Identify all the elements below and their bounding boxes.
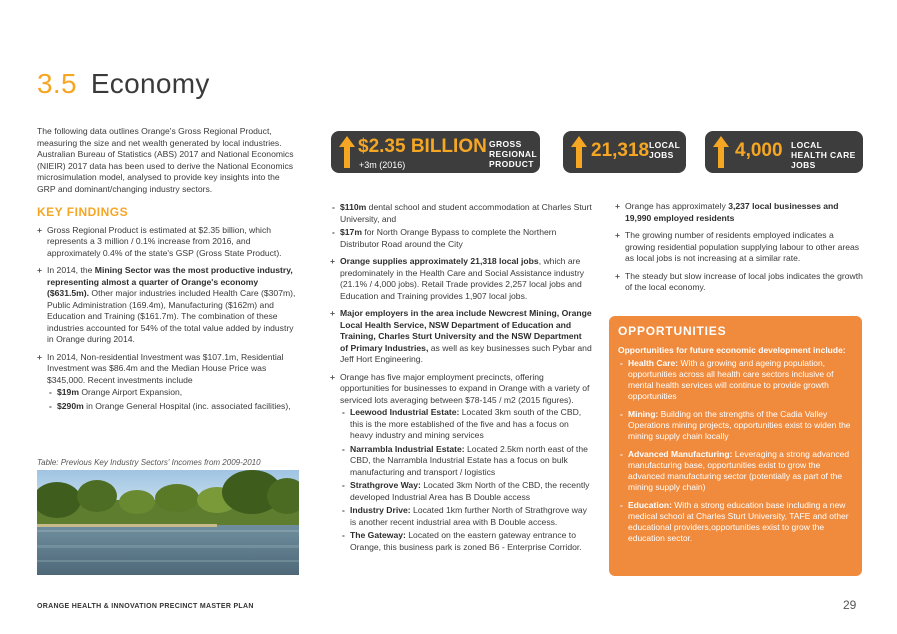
list-item: + Orange has five major employment precincts, offering opportunities for businesses to expand in Orange with a variety of serviced lots averaging between $78-145 / m2 (2015 figures). - Leewood Industrial Estate: Located 3km south of the CBD, this is the more established of the five and has a focus on heavy industry and mining services - Narrambla Industrial Estate: Located 2.5km north east of the CBD, the Narrambla Industrial Estate has a focus on bulk manufacturing and transport / logistics - Strathgrove Way: Located 3km North of the CBD, the recently developed Industrial Area has B Double access - Industry Drive: Located 1km further North of Strathgrove way is another recent industrial area with B Double access. - The Gateway: Located on the eastern gateway entrance to Orange, this business park is zoned B6 - Enterprise Corridor. bbox=[330, 372, 592, 554]
gdp-sub: +3m (2016) bbox=[359, 160, 406, 170]
employment-list bbox=[330, 256, 592, 553]
key-findings-list bbox=[37, 225, 299, 413]
list-item: - Advanced Manufacturing: Leveraging a strong advanced manufacturing base, opportunities exist to grow the advanced manufacturing sector (potentially as part of the mining supply chain) bbox=[618, 449, 853, 493]
opportunities-list bbox=[618, 358, 853, 544]
list-item: + In 2014, the Mining Sector was the most productive industry, representing almost a quarter of Orange's economy ($631.5m). Other major industries included Health Care ($307m), Public Administration (169.4m), Manufacturing ($162m) and Education and Training ($161.7m). The combination of these industries accounted for 54% of the total value added by industry in Orange during 2014. bbox=[37, 265, 299, 346]
investments-continued bbox=[330, 202, 592, 250]
middle-column bbox=[330, 201, 592, 559]
list-item: - Strathgrove Way: Located 3km North of the CBD, the recently developed Industrial Area has B Double access bbox=[340, 480, 592, 503]
jobs-label: LOCAL JOBS bbox=[649, 140, 681, 160]
list-item: - Leewood Industrial Estate: Located 3km south of the CBD, this is the more established of the five and has a focus on heavy industry and mining services bbox=[340, 407, 592, 442]
list-item: + The growing number of residents employed indicates a growing residential population supplying labour to other areas as local jobs is not increasing at a similar rate. bbox=[615, 230, 863, 265]
list-item: - $17m for North Orange Bypass to complete the Northern Distributor Road around the City bbox=[330, 227, 592, 250]
list-item: + Gross Regional Product is estimated at $2.35 billion, which represents a 3 million / 0.1% increase from 2016, and approximately 0.4% of the state's GSP (Gross State Product). bbox=[37, 225, 299, 260]
investments-sublist bbox=[47, 387, 299, 412]
list-item: + In 2014, Non-residential Investment was $107.1m, Residential Investment was $86.4m and the Median House Price was $345,000. Recent investments include - $19m Orange Airport Expansion, - $290m in Orange General Hospital (inc. associated facilities), bbox=[37, 352, 299, 413]
intro-paragraph: The following data outlines Orange's Gross Regional Product, measuring the size and net wealth generated by local industries. Australian Bureau of Statistics (ABS) 2017 and National Economics (NIEIR) 2017 data has been used to derive the National Economics microsimulation model, analysed to provide key insights into the GRP and dominant/changing industry sectors. bbox=[37, 126, 294, 194]
list-item: + The steady but slow increase of local jobs indicates the growth of the local economy. bbox=[615, 271, 863, 294]
stat-gross-regional-product bbox=[331, 131, 540, 173]
stat-health-care-jobs bbox=[705, 131, 863, 173]
list-item: + Orange supplies approximately 21,318 local jobs, which are predominately in the Health Care and Social Assistance industry (21.1% / 4,000 jobs). Retail Trade provides 2,257 local jobs and Education and Training provides 1,907 local jobs. bbox=[330, 256, 592, 302]
page-title bbox=[37, 68, 210, 100]
section-number: 3.5 bbox=[37, 68, 77, 99]
opportunities-heading: OPPORTUNITIES bbox=[618, 324, 727, 338]
arrow-up-icon bbox=[339, 136, 355, 168]
precincts-sublist bbox=[340, 407, 592, 553]
opportunities-lead: Opportunities for future economic development include: bbox=[618, 345, 846, 355]
list-item: - Education: With a strong education base including a new medical school at Charles Sturt University, TAFE and other educational providers,opportunities exist to grow the education sector. bbox=[618, 500, 853, 544]
key-findings-heading: KEY FINDINGS bbox=[37, 205, 129, 219]
arrow-up-icon bbox=[571, 136, 587, 168]
landscape-photo-graphic bbox=[37, 470, 299, 575]
list-item: - $290m in Orange General Hospital (inc. associated facilities), bbox=[47, 401, 299, 413]
health-label: LOCAL HEALTH CARE JOBS bbox=[791, 140, 856, 170]
jobs-value: 21,318 bbox=[591, 140, 650, 161]
left-column bbox=[37, 126, 299, 418]
list-item: + Major employers in the area include Newcrest Mining, Orange Local Health Service, NSW Department of Education and Training, Charles Sturt University and the NSW Department of Primary Industries, as well as key businesses such Pybar and Jeff Hort Engineering. bbox=[330, 308, 592, 366]
list-item: - $110m dental school and student accommodation at Charles Sturt University, and bbox=[330, 202, 592, 225]
gdp-label: GROSS REGIONAL PRODUCT bbox=[489, 139, 537, 169]
section-title: Economy bbox=[90, 68, 210, 99]
list-item: - Mining: Building on the strengths of the Cadia Valley Operations mining projects, opportunities exist to widen the mining supply chain locally bbox=[618, 409, 853, 442]
list-item: - Narrambla Industrial Estate: Located 2.5km north east of the CBD, the Narrambla Industrial Estate has a focus on bulk manufacturing and transport / logistics bbox=[340, 444, 592, 479]
landscape-photo bbox=[37, 470, 299, 575]
list-item: - $19m Orange Airport Expansion, bbox=[47, 387, 299, 399]
gdp-value: $2.35 BILLION bbox=[358, 136, 487, 157]
page-number: 29 bbox=[843, 598, 857, 612]
footer-title: ORANGE HEALTH & INNOVATION PRECINCT MASTER PLAN bbox=[37, 603, 254, 610]
list-item: + Orange has approximately 3,237 local businesses and 19,990 employed residents bbox=[615, 201, 863, 224]
health-value: 4,000 bbox=[735, 140, 783, 161]
list-item: - Industry Drive: Located 1km further North of Strathgrove way is another recent industrial area with B Double access. bbox=[340, 505, 592, 528]
photo-caption: Table: Previous Key Industry Sectors' Incomes from 2009-2010 bbox=[37, 458, 261, 467]
list-item: - The Gateway: Located on the eastern gateway entrance to Orange, this business park is zoned B6 - Enterprise Corridor. bbox=[340, 530, 592, 553]
opportunities-box bbox=[609, 316, 862, 576]
list-item: - Health Care: With a growing and ageing population, opportunities across all health care sectors inclusive of mental health services will continue to provide growth opportunities bbox=[618, 358, 853, 402]
stat-local-jobs bbox=[563, 131, 686, 173]
right-column bbox=[615, 201, 863, 300]
residents-list bbox=[615, 201, 863, 294]
arrow-up-icon bbox=[713, 136, 729, 168]
